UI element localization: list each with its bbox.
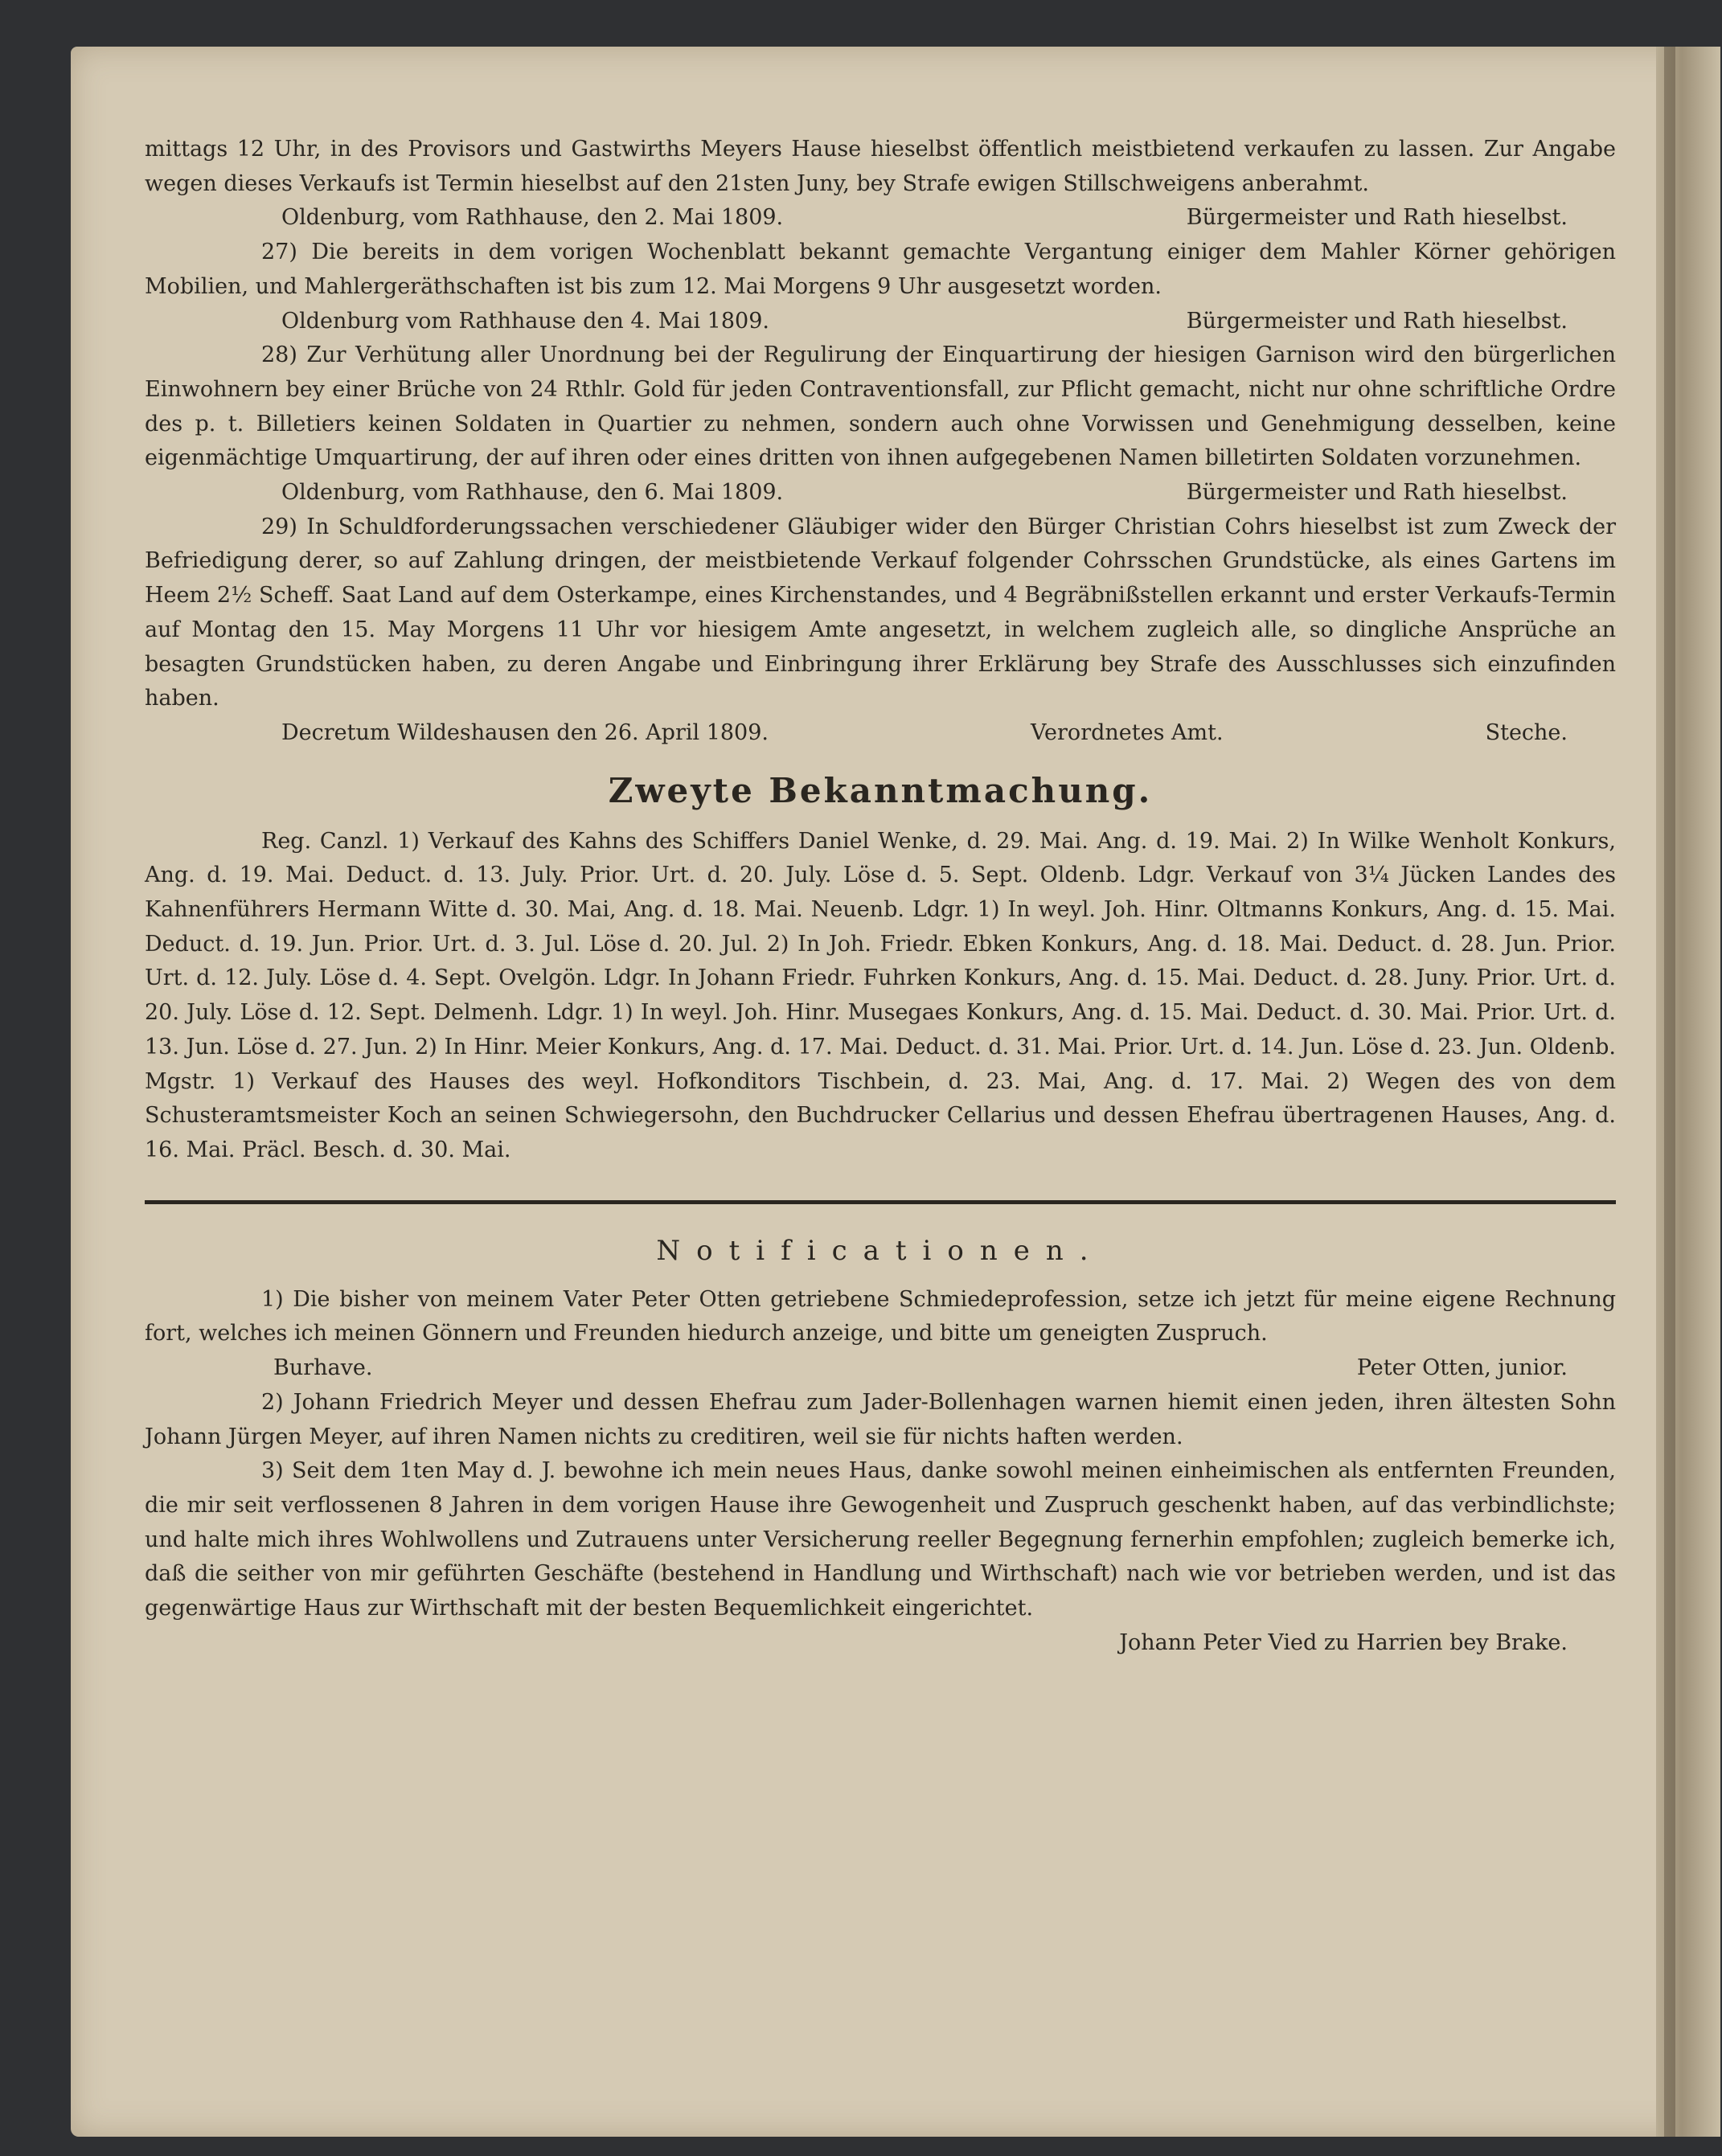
signature-place: Burhave. [273,1355,373,1381]
signature-line [145,201,1616,236]
notice-29: 29) In Schuldforderungssachen verschiedener Gläubiger wider den Bürger Christian Cohrs hieselbst ist zum Zweck der Befriedigung derer, so auf Zahlung dringen, der meistbietende Verkauf folgender Cohrsschen Grundstücke, als eines Gartens im Heem 2½ Scheff. Saat Land auf dem Osterkampe, eines Kirchenstandes, und 4 Begräbnißstellen erkannt und erster Verkaufs-Termin auf Montag den 15. May Morgens 11 Uhr vor hiesigem Amte angesetzt, in welchem zugleich alle, so dingliche Ansprüche an besagten Grundstücken haben, zu deren Angabe und Einbringung ihrer Erklärung bey Strafe des Ausschlusses sich einzufinden haben. [145,514,1616,711]
signature-place-date: Oldenburg, vom Rathhause, den 2. Mai 1809. [281,205,784,231]
notice-28: 28) Zur Verhütung aller Unordnung bei der Regulirung der Einquartirung der hiesigen Garnison wird den bürgerlichen Einwohnern bey einer Brüche von 24 Rthlr. Gold für jeden Contraventionsfall, zur Pflicht gemacht, nicht nur ohne schriftliche Ordre des p. t. Billetiers keinen Soldaten in Quartier zu nehmen, sondern auch ohne Vorwissen und Genehmigung desselben, keine eigenmächtige Umquartirung, der auf ihren oder eines dritten von ihnen aufgegebenen Namen billetirten Soldaten vorzunehmen. [145,342,1616,471]
signature-authority: Verordnetes Amt. [1031,719,1224,745]
notification-2: 2) Johann Friedrich Meyer und dessen Ehefrau zum Jader-Bollenhagen warnen hiemit einen jeden, ihren ältesten Sohn Johann Jürgen Meyer, auf ihren Namen nichts zu creditiren, weil sie für nichts haften werden. [145,1389,1616,1449]
signature-name: Johann Peter Vied zu Harrien bey Brake. [1119,1629,1568,1655]
page-text [145,133,1616,1660]
notification-1: 1) Die bisher von meinem Vater Peter Otten getriebene Schmiedeprofession, setze ich jetzt für meine eigene Rechnung fort, welches ich meinen Gönnern und Freunden hiedurch anzeige, und bitte um geneigten Zuspruch. [145,1286,1616,1346]
spine-shadow [1664,47,1675,2137]
signature-place-date: Oldenburg vom Rathhause den 4. Mai 1809. [281,308,769,334]
signature-line [145,1351,1616,1386]
signature-authority: Bürgermeister und Rath hieselbst. [1186,308,1568,334]
signature-name: Peter Otten, junior. [1356,1355,1568,1381]
section-heading: Zweyte Bekanntmachung. [608,770,1153,810]
signature-line [145,305,1616,339]
notification-3: 3) Seit dem 1ten May d. J. bewohne ich mein neues Haus, danke sowohl meinen einheimischen als entfernten Freunden, die mir seit verflossenen 8 Jahren in dem vorigen Hause ihre Gewogenheit und Zuspruch geschenkt haben, auf das verbindlichste; und halte mich ihres Wohlwollens und Zutrauens unter Versicherung reeller Begegnung fernerhin empfohlen; zugleich bemerke ich, daß die seither von mir geführten Geschäfte (bestehend in Handlung und Wirthschaft) nach wie vor betrieben werden, und ist das gegenwärtige Haus zur Wirthschaft mit der besten Bequemlichkeit eingerichtet. [145,1458,1616,1621]
signature-place-date: Decretum Wildeshausen den 26. April 1809. [281,719,769,745]
signature-line [145,1626,1616,1661]
paragraph-continuation: mittags 12 Uhr, in des Provisors und Gastwirths Meyers Hause hieselbst öffentlich meistbietend verkaufen zu lassen. Zur Angabe wegen dieses Verkaufs ist Termin hieselbst auf den 21sten Juny, bey Strafe ewigen Stillschweigens anberahmt. [145,137,1616,196]
section-divider [145,1200,1616,1204]
signature-name: Steche. [1485,719,1568,745]
signature-line [145,716,1616,751]
signature-place-date: Oldenburg, vom Rathhause, den 6. Mai 1809. [281,480,784,506]
signature-authority: Bürgermeister und Rath hieselbst. [1186,205,1568,231]
notice-27: 27) Die bereits in dem vorigen Wochenblatt bekannt gemachte Vergantung einiger dem Mahler Körner gehörigen Mobilien, und Mahlergeräthschaften ist bis zum 12. Mai Morgens 9 Uhr ausgesetzt worden. [145,240,1616,299]
signature-line [145,476,1616,510]
signature-authority: Bürgermeister und Rath hieselbst. [1186,480,1568,506]
section-body: Reg. Canzl. 1) Verkauf des Kahns des Schiffers Daniel Wenke, d. 29. Mai. Ang. d. 19. Mai. 2) In Wilke Wenholt Konkurs, Ang. d. 19. Mai. Deduct. d. 13. July. Prior. Urt. d. 20. July. Löse d. 5. Sept. Oldenb. Ldgr. Verkauf von 3¼ Jücken Landes des Kahnenführers Hermann Witte d. 30. Mai, Ang. d. 18. Mai. Neuenb. Ldgr. 1) In weyl. Joh. Hinr. Oltmanns Konkurs, Ang. d. 15. Mai. Deduct. d. 19. Jun. Prior. Urt. d. 3. Jul. Löse d. 20. Jul. 2) In Joh. Friedr. Ebken Konkurs, Ang. d. 18. Mai. Deduct. d. 28. Jun. Prior. Urt. d. 12. July. Löse d. 4. Sept. Ovelgön. Ldgr. In Johann Friedr. Fuhrken Konkurs, Ang. d. 15. Mai. Deduct. d. 28. Juny. Prior. Urt. d. 20. July. Löse d. 12. Sept. Delmenh. Ldgr. 1) In weyl. Joh. Hinr. Musegaes Konkurs, Ang. d. 15. Mai. Deduct. d. 30. Mai. Prior. Urt. d. 13. Jun. Löse d. 27. Jun. 2) In Hinr. Meier Konkurs, Ang. d. 17. Mai. Deduct. d. 31. Mai. Prior. Urt. d. 14. Jun. Löse d. 23. Jun. Oldenb. Mgstr. 1) Verkauf des Hauses des weyl. Hofkonditors Tischbein, d. 23. Mai, Ang. d. 17. Mai. 2) Wegen des von dem Schusteramtsmeister Koch an seinen Schwiegersohn, den Buchdrucker Cellarius und dessen Ehefrau übertragenen Hauses, Ang. d. 16. Mai. Präcl. Besch. d. 30. Mai. [145,828,1616,1162]
section-heading: Notificationen. [656,1234,1105,1267]
